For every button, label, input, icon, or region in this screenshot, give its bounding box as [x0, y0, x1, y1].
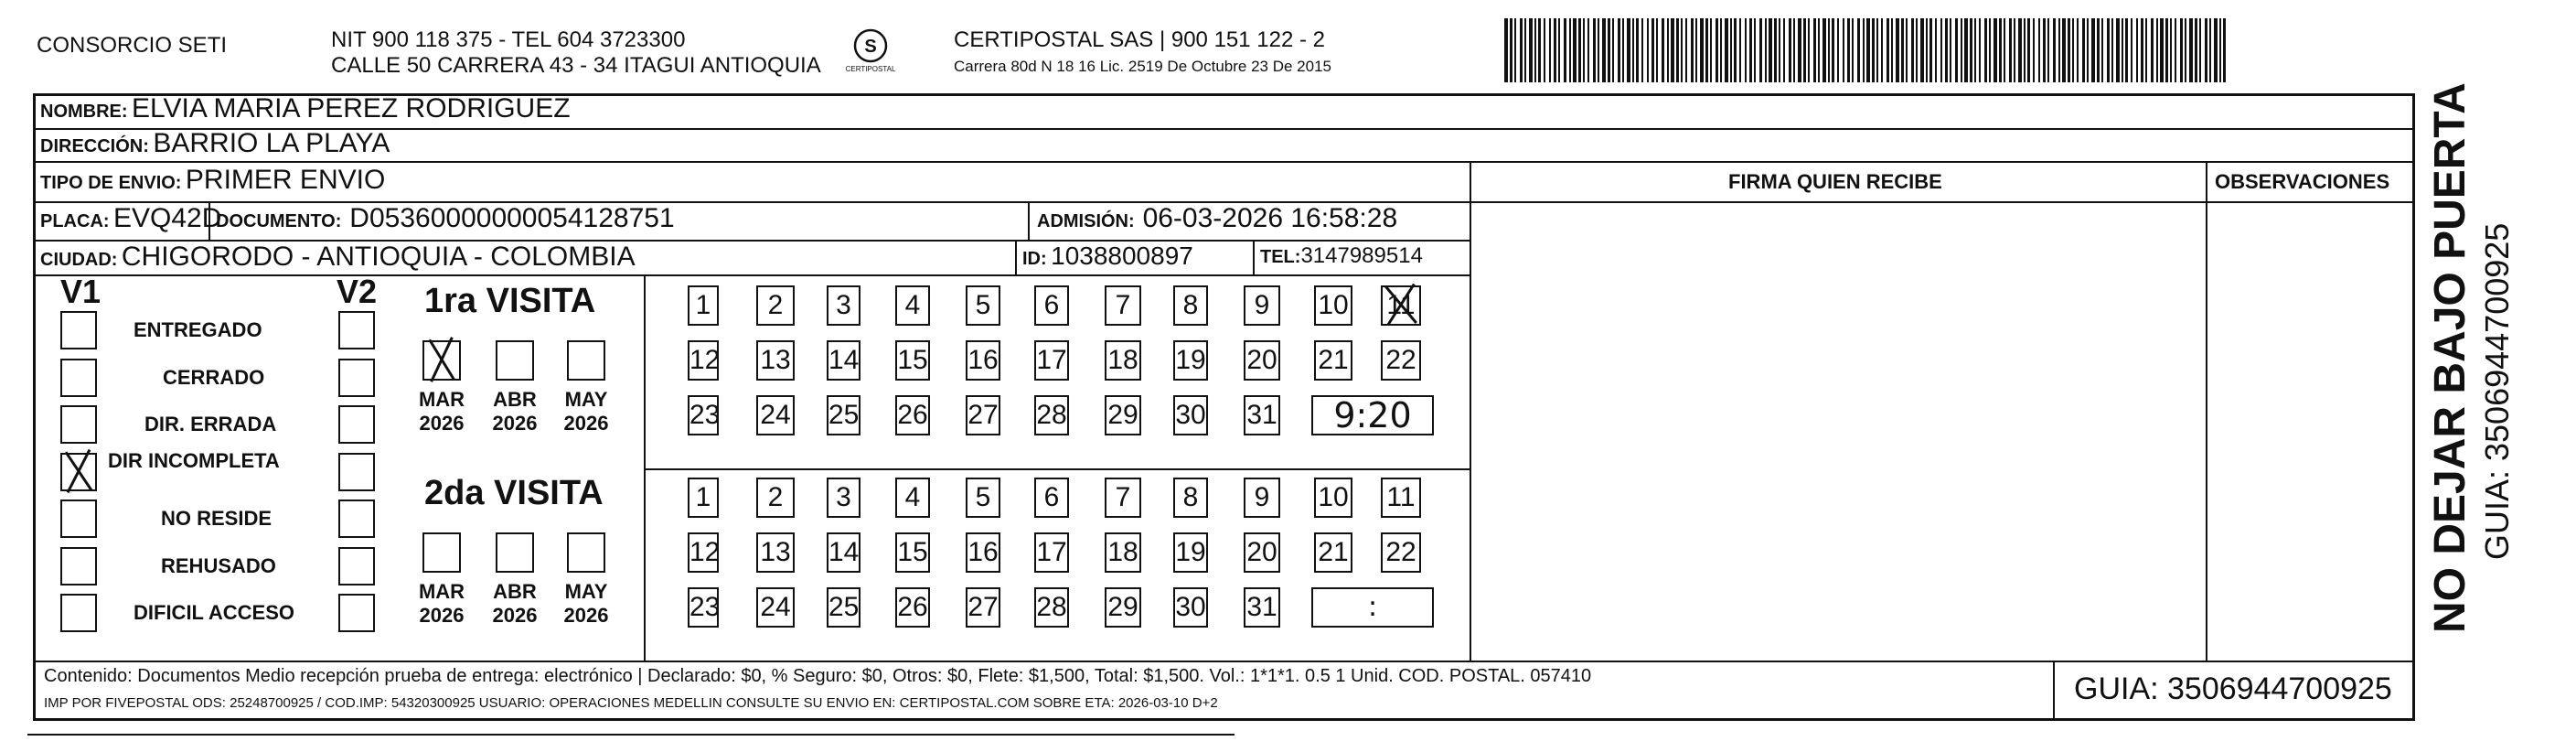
city-label: CIUDAD:: [40, 250, 118, 270]
visit1-day-box[interactable]: 11: [1381, 285, 1421, 326]
visit2-day-box[interactable]: 3: [827, 478, 860, 518]
visit1-month-check-mark: [424, 335, 459, 384]
visit2-day-box[interactable]: 29: [1105, 587, 1141, 628]
send-type-row: [40, 165, 385, 196]
visit1-day-box[interactable]: 20: [1244, 340, 1280, 381]
logo-text: CERTIPOSTAL: [845, 65, 896, 73]
status-label: DIR. ERRADA: [144, 413, 277, 435]
visit2-day-box[interactable]: 21: [1314, 532, 1352, 573]
status-v2-checkbox[interactable]: [338, 547, 375, 585]
visit2-title: 2da VISITA: [424, 474, 604, 512]
status-label: DIR INCOMPLETA: [108, 448, 280, 472]
visit2-month-checkbox[interactable]: [496, 532, 534, 573]
id-label: ID:: [1022, 249, 1047, 269]
visit1-day-box[interactable]: 9: [1244, 285, 1280, 326]
company-name: CONSORCIO SETI: [37, 33, 228, 58]
visit2-day-box[interactable]: 15: [895, 532, 930, 573]
visit1-day-box[interactable]: 5: [966, 285, 1000, 326]
carrier-line: CERTIPOSTAL SAS | 900 151 122 - 2: [954, 27, 1325, 52]
admission-label: ADMISIÓN:: [1037, 211, 1135, 231]
visit1-day-box[interactable]: 15: [895, 340, 930, 381]
visit2-day-box[interactable]: 14: [827, 532, 860, 573]
tel-value: 3147989514: [1300, 243, 1423, 268]
document-row: [216, 203, 675, 234]
address-line: CALLE 50 CARRERA 43 - 34 ITAGUI ANTIOQUIA: [331, 53, 821, 78]
visit1-day-box[interactable]: 17: [1034, 340, 1069, 381]
address-label: DIRECCIÓN:: [40, 136, 149, 156]
admission-row: [1037, 203, 1397, 234]
visit2-day-box[interactable]: 28: [1034, 587, 1069, 628]
visit2-day-box[interactable]: 22: [1381, 532, 1421, 573]
document-value: D05360000000054128751: [349, 203, 675, 233]
visit2-year-label: 2026: [563, 604, 609, 627]
visit2-day-box[interactable]: 20: [1244, 532, 1280, 573]
barcode: [1504, 18, 2231, 82]
status-v1-checkbox[interactable]: [60, 547, 97, 585]
visit2-day-box[interactable]: 4: [895, 478, 930, 518]
observations-header: OBSERVACIONES: [2215, 170, 2390, 193]
visit1-year-label: 2026: [492, 412, 538, 435]
visit1-day-box[interactable]: 21: [1314, 340, 1352, 381]
visit2-day-box[interactable]: 17: [1034, 532, 1069, 573]
visit2-month-label: MAR: [418, 580, 465, 603]
v1-label: V1: [60, 273, 102, 310]
status-v2-checkbox[interactable]: [338, 311, 375, 349]
visit1-day-box[interactable]: 29: [1105, 395, 1141, 435]
visit1-day-box[interactable]: 23: [688, 395, 719, 435]
status-label: ENTREGADO: [134, 318, 262, 341]
side-warning: NO DEJAR BAJO PUERTA: [2426, 82, 2474, 633]
visit2-day-box[interactable]: 6: [1034, 478, 1069, 518]
visit1-day-box[interactable]: 7: [1105, 285, 1141, 326]
status-v1-checkbox[interactable]: [60, 594, 97, 632]
visit1-month-checkbox[interactable]: [496, 340, 534, 381]
certipostal-logo: [841, 27, 900, 79]
visit1-day-box[interactable]: 12: [688, 340, 719, 381]
side-guia: GUIA: 3506944700925: [2478, 222, 2516, 560]
waybill-frame: [33, 93, 2415, 721]
visit1-month-label: MAY: [564, 388, 608, 411]
visit1-month-label: MAR: [418, 388, 465, 411]
visit1-month-label: ABR: [493, 388, 537, 411]
visit2-day-box[interactable]: 8: [1173, 478, 1208, 518]
city-value: CHIGORODO - ANTIOQUIA - COLOMBIA: [121, 242, 636, 272]
recipient-address: BARRIO LA PLAYA: [153, 128, 390, 158]
visit1-day-box[interactable]: 19: [1173, 340, 1208, 381]
visit2-day-box[interactable]: 2: [756, 478, 795, 518]
visit2-year-label: 2026: [419, 604, 465, 627]
visit1-day-box[interactable]: 16: [966, 340, 1000, 381]
name-row: [40, 93, 571, 124]
visit1-time-box[interactable]: 9:20: [1311, 395, 1434, 435]
visit1-day-box[interactable]: 27: [966, 395, 1000, 435]
visit2-day-box[interactable]: 30: [1173, 587, 1208, 628]
visit2-day-box[interactable]: 1: [688, 478, 719, 518]
visit2-month-checkbox[interactable]: [422, 532, 461, 573]
document-label: DOCUMENTO:: [216, 211, 342, 231]
visit1-year-label: 2026: [563, 412, 609, 435]
status-label: NO RESIDE: [161, 507, 273, 530]
visit2-day-box[interactable]: 23: [688, 587, 719, 628]
status-v2-checkbox[interactable]: [338, 500, 375, 538]
visit1-day-box[interactable]: 28: [1034, 395, 1069, 435]
status-label: DIFICIL ACCESO: [134, 601, 295, 624]
visit1-day-box[interactable]: 2: [756, 285, 795, 326]
visit1-day-box[interactable]: 14: [827, 340, 860, 381]
plate-row: [40, 203, 221, 234]
license-line: Carrera 80d N 18 16 Lic. 2519 De Octubre 23 De 2015: [954, 58, 1331, 75]
v2-label: V2: [337, 273, 378, 310]
visit1-day-box[interactable]: 6: [1034, 285, 1069, 326]
contents-line: Contenido: Documentos Medio recepción prueba de entrega: electrónico | Declarado: $0, % Seguro: $0, Otros: $0, Flete: $1,500, Total: $1,500. Vol.: 1*1*1. 0.5 1 Unid. COD. POSTAL. 057410: [44, 666, 1592, 686]
visit2-day-box[interactable]: 7: [1105, 478, 1141, 518]
visit2-day-box[interactable]: 12: [688, 532, 719, 573]
visit1-day-box[interactable]: 1: [688, 285, 719, 326]
plate-value: EVQ42D: [113, 203, 222, 233]
status-v1-checkbox[interactable]: [60, 405, 97, 444]
visit2-day-box[interactable]: 10: [1314, 478, 1352, 518]
status-v2-checkbox[interactable]: [338, 405, 375, 444]
visit2-day-box[interactable]: 16: [966, 532, 1000, 573]
visit1-day-box[interactable]: 3: [827, 285, 860, 326]
id-value: 1038800897: [1051, 242, 1193, 270]
visit2-month-checkbox[interactable]: [567, 532, 605, 573]
svg-text:S: S: [864, 37, 877, 57]
visit1-month-checkbox[interactable]: [567, 340, 605, 381]
name-label: NOMBRE:: [40, 102, 128, 122]
status-v1-checkbox[interactable]: [60, 359, 97, 397]
status-v2-checkbox[interactable]: [338, 453, 375, 491]
address-row: [40, 128, 390, 159]
send-type: PRIMER ENVIO: [185, 165, 386, 195]
recipient-name: ELVIA MARIA PEREZ RODRIGUEZ: [132, 93, 571, 124]
signature-header: FIRMA QUIEN RECIBE: [1728, 170, 1942, 193]
visit2-day-box[interactable]: 5: [966, 478, 1000, 518]
admission-value: 06-03-2026 16:58:28: [1142, 203, 1398, 233]
status-v2-checkbox[interactable]: [338, 594, 375, 632]
visit1-day-box[interactable]: 8: [1173, 285, 1208, 326]
visit2-month-label: ABR: [493, 580, 537, 603]
nit-line: NIT 900 118 375 - TEL 604 3723300: [331, 27, 686, 52]
id-row: [1022, 242, 1193, 271]
visit1-title: 1ra VISITA: [424, 282, 596, 320]
print-line: IMP POR FIVEPOSTAL ODS: 25248700925 / COD.IMP: 54320300925 USUARIO: OPERACIONES MEDELLIN CONSULTE SU ENVIO EN: CERTIPOSTAL.COM SOBRE ETA: 2026-03-10 D+2: [44, 695, 1218, 711]
visit1-day-box[interactable]: 31: [1244, 395, 1280, 435]
visit1-day-check-mark: [1379, 282, 1423, 328]
status-label: CERRADO: [163, 365, 265, 389]
visit1-day-box[interactable]: 26: [895, 395, 930, 435]
visit1-day-box[interactable]: 24: [756, 395, 795, 435]
visit1-day-box[interactable]: 22: [1381, 340, 1421, 381]
certipostal-logo-icon: [841, 27, 900, 79]
visit1-year-label: 2026: [419, 412, 465, 435]
visit2-day-box[interactable]: 11: [1381, 478, 1421, 518]
visit2-day-box[interactable]: 18: [1105, 532, 1141, 573]
plate-label: PLACA:: [40, 211, 110, 231]
visit1-day-box[interactable]: 30: [1173, 395, 1208, 435]
send-type-label: TIPO DE ENVIO:: [40, 173, 182, 193]
visit1-day-box[interactable]: 13: [756, 340, 795, 381]
status-v1-checkbox[interactable]: [60, 311, 97, 349]
visit1-day-box[interactable]: 25: [827, 395, 860, 435]
visit2-day-box[interactable]: 24: [756, 587, 795, 628]
status-v1-checkbox[interactable]: [60, 500, 97, 538]
visit2-day-box[interactable]: 19: [1173, 532, 1208, 573]
visit2-day-box[interactable]: 13: [756, 532, 795, 573]
status-label: REHUSADO: [161, 553, 276, 577]
visit2-time-box[interactable]: :: [1311, 587, 1434, 628]
visit2-day-box[interactable]: 27: [966, 587, 1000, 628]
visit2-year-label: 2026: [492, 604, 538, 627]
status-v2-checkbox[interactable]: [338, 359, 375, 397]
visit1-day-box[interactable]: 4: [895, 285, 930, 326]
v1-check-mark: [60, 447, 97, 495]
visit2-day-box[interactable]: 25: [827, 587, 860, 628]
visit2-month-label: MAY: [564, 580, 608, 603]
footer-guia: GUIA: 3506944700925: [2074, 671, 2392, 706]
visit2-day-box[interactable]: 26: [895, 587, 930, 628]
tel-row: [1260, 243, 1423, 269]
visit2-day-box[interactable]: 9: [1244, 478, 1280, 518]
visit1-day-box[interactable]: 18: [1105, 340, 1141, 381]
visit1-day-box[interactable]: 10: [1314, 285, 1352, 326]
city-row: [40, 242, 636, 273]
visit2-day-box[interactable]: 31: [1244, 587, 1280, 628]
tel-label: TEL:: [1260, 247, 1301, 267]
